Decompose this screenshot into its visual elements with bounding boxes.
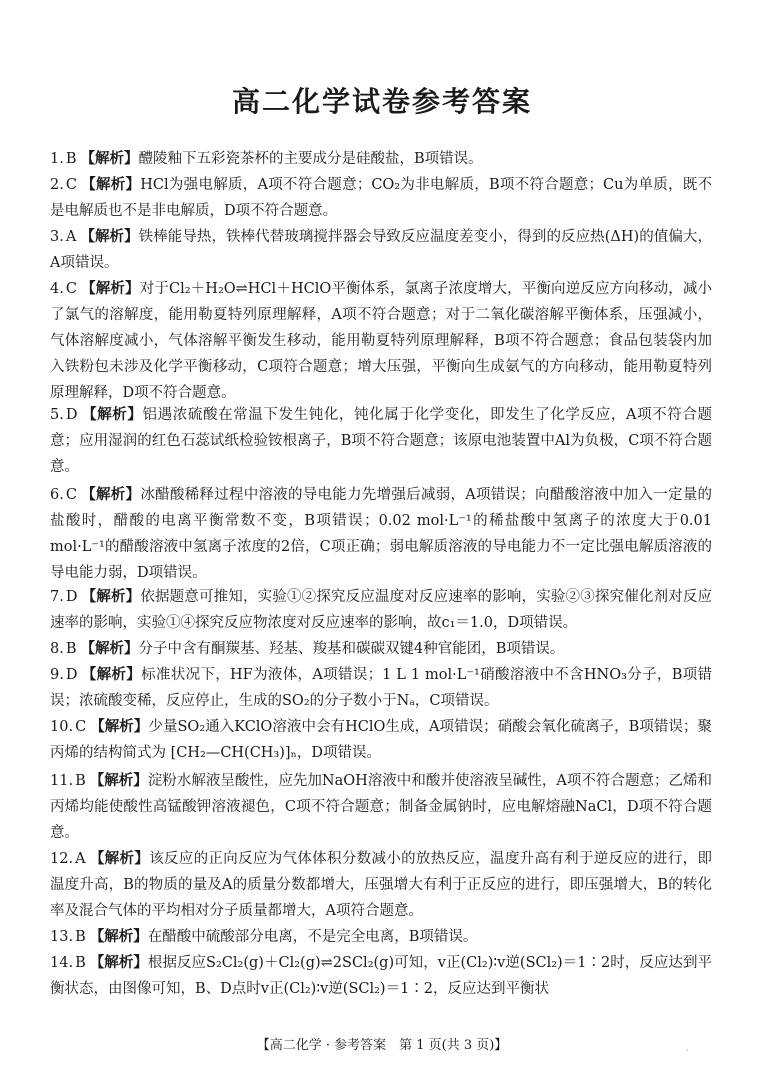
item-answer: D xyxy=(65,589,78,605)
item-number: 13. xyxy=(50,929,74,945)
item-answer: B xyxy=(75,955,86,971)
item-answer: A xyxy=(65,229,77,245)
answer-item-10 xyxy=(50,714,712,766)
analysis-text: 依据题意可推知，实验①②探究反应温度对反应速率的影响，实验②③探究催化剂对反应速率的影响，实验①④探究反应物浓度对反应速率的影响，故c₁＝1.0，D项错误。 xyxy=(50,589,713,631)
item-number: 1. xyxy=(50,151,64,167)
item-answer: B xyxy=(65,641,77,657)
item-number: 11. xyxy=(50,773,74,789)
page-title: 高二化学试卷参考答案 xyxy=(231,85,532,118)
item-answer: A xyxy=(75,851,86,867)
answer-item-3 xyxy=(50,224,712,276)
analysis-text: 该反应的正向反应为气体体积分数减小的放热反应，温度升高有利于逆反应的进行，即温度升高，B的物质的量及A的质量分数都增大，压强增大有利于正反应的进行，即压强增大，B的转化率及混合气体的平均相对分子质量都增大，A项符合题意。 xyxy=(50,851,713,919)
analysis-text: 冰醋酸稀释过程中溶液的导电能力先增强后减弱，A项错误；向醋酸溶液中加入一定量的盐酸时，醋酸的电离平衡常数不变，B项错误；0.02 mol·L⁻¹的稀盐酸中氢离子的浓度大于0.01 mol·L⁻¹的醋酸溶液中氢离子浓度的2倍，C项正确；弱电解质溶液的导电能力不一定比强电解质溶液的导电能力弱，D项错误。 xyxy=(50,487,713,581)
analysis-tag: 【解析】 xyxy=(81,667,142,683)
analysis-tag: 【解析】 xyxy=(80,641,139,657)
answer-item-7 xyxy=(50,584,712,636)
item-answer: C xyxy=(75,719,87,735)
analysis-tag: 【解析】 xyxy=(80,487,141,503)
answer-item-14 xyxy=(50,950,712,1002)
page-footer: 【高二化学 · 参考答案 第 1 页(共 3 页)】 xyxy=(256,1038,508,1053)
item-answer: C xyxy=(65,487,77,503)
item-number: 5. xyxy=(50,407,64,423)
item-number: 2. xyxy=(50,177,64,193)
item-answer: B xyxy=(75,929,86,945)
analysis-tag: 【解析】 xyxy=(80,151,139,167)
analysis-tag: 【解析】 xyxy=(81,589,141,605)
analysis-tag: 【解析】 xyxy=(81,407,143,423)
item-answer: D xyxy=(65,407,78,423)
item-number: 9. xyxy=(50,667,64,683)
answer-item-4 xyxy=(50,276,712,406)
answer-item-9 xyxy=(50,662,712,714)
analysis-text: 醴陵釉下五彩瓷茶杯的主要成分是硅酸盐，B项错误。 xyxy=(138,151,483,167)
answer-item-5 xyxy=(50,402,712,480)
item-number: 7. xyxy=(50,589,64,605)
analysis-tag: 【解析】 xyxy=(89,929,148,945)
answer-item-13 xyxy=(50,924,712,950)
analysis-text: 对于Cl₂＋H₂O⇌HCl＋HClO平衡体系，氯离子浓度增大，平衡向逆反应方向移动，减小了氯气的溶解度，能用勒夏特列原理解释，A项不符合题意；对于二氧化碳溶解平衡体系，压强减小，气体溶解度减小，气体溶解平衡发生移动，能用勒夏特列原理解释，B项不符合题意；食品包装袋内加入铁粉包未涉及化学平衡移动，C项符合题意；增大压强，平衡向生成氨气的方向移动，能用勒夏特列原理解释，D项不符合题意。 xyxy=(50,281,713,401)
analysis-tag: 【解析】 xyxy=(80,229,139,245)
analysis-text: 铁棒能导热，铁棒代替玻璃搅拌器会导致反应温度差变小，得到的反应热(ΔH)的值偏大，A项错误。 xyxy=(50,229,712,271)
item-number: 4. xyxy=(50,281,64,297)
answer-item-1 xyxy=(50,146,712,172)
item-number: 10. xyxy=(50,719,74,735)
item-number: 14. xyxy=(50,955,74,971)
item-number: 8. xyxy=(50,641,64,657)
item-number: 3. xyxy=(50,229,64,245)
answer-item-6 xyxy=(50,482,712,586)
analysis-text: 少量SO₂通入KClO溶液中会有HClO生成，A项错误；硝酸会氧化硫离子，B项错误；聚丙烯的结构简式为 [CH₂—CH(CH₃)]ₙ，D项错误。 xyxy=(50,719,713,761)
analysis-text: 分子中含有酮羰基、羟基、羧基和碳碳双键4种官能团，B项错误。 xyxy=(138,641,565,657)
item-answer: B xyxy=(75,773,86,789)
answer-item-2 xyxy=(50,172,712,224)
analysis-tag: 【解析】 xyxy=(80,281,140,297)
analysis-text: 淀粉水解液呈酸性，应先加NaOH溶液中和酸并使溶液呈碱性，A项不符合题意；乙烯和丙烯均能使酸性高锰酸钾溶液褪色，C项不符合题意；制备金属钠时，应电解熔融NaCl，D项不符合题意。 xyxy=(50,773,712,841)
corner-mark: · xyxy=(686,1046,689,1056)
analysis-tag: 【解析】 xyxy=(89,955,148,971)
analysis-text: 铝遇浓硫酸在常温下发生钝化，钝化属于化学变化，即发生了化学反应，A项不符合题意；应用湿润的红色石蕊试纸检验铵根离子，B项不符合题意；该原电池装置中Al为负极，C项不符合题意。 xyxy=(50,407,713,475)
analysis-text: 标准状况下，HF为液体，A项错误；1 L 1 mol·L⁻¹硝酸溶液中不含HNO₃分子，B项错误；浓硫酸变稀，反应停止，生成的SO₂的分子数小于Nₐ，C项错误。 xyxy=(50,667,713,709)
item-number: 6. xyxy=(50,487,64,503)
analysis-text: HCl为强电解质，A项不符合题意；CO₂为非电解质，B项不符合题意；Cu为单质，既不是电解质也不是非电解质，D项不符合题意。 xyxy=(50,177,713,219)
answer-item-12 xyxy=(50,846,712,924)
item-answer: B xyxy=(65,151,77,167)
item-answer: C xyxy=(65,281,77,297)
analysis-tag: 【解析】 xyxy=(90,719,149,735)
item-number: 12. xyxy=(50,851,74,867)
analysis-tag: 【解析】 xyxy=(80,177,141,193)
answer-item-11 xyxy=(50,768,712,846)
analysis-tag: 【解析】 xyxy=(89,851,150,867)
analysis-text: 在醋酸中硫酸部分电离，不是完全电离，B项错误。 xyxy=(147,929,478,945)
item-answer: C xyxy=(65,177,77,193)
analysis-tag: 【解析】 xyxy=(89,773,148,789)
item-answer: D xyxy=(65,667,78,683)
analysis-text: 根据反应S₂Cl₂(g)＋Cl₂(g)⇌2SCl₂(g)可知，v正(Cl₂)∶v逆(SCl₂)＝1∶2时，反应达到平衡状态，由图像可知，B、D点时v正(Cl₂)∶v逆(SCl₂)＝1∶2，反应达到平衡状 xyxy=(50,955,712,997)
answer-item-8 xyxy=(50,636,712,662)
